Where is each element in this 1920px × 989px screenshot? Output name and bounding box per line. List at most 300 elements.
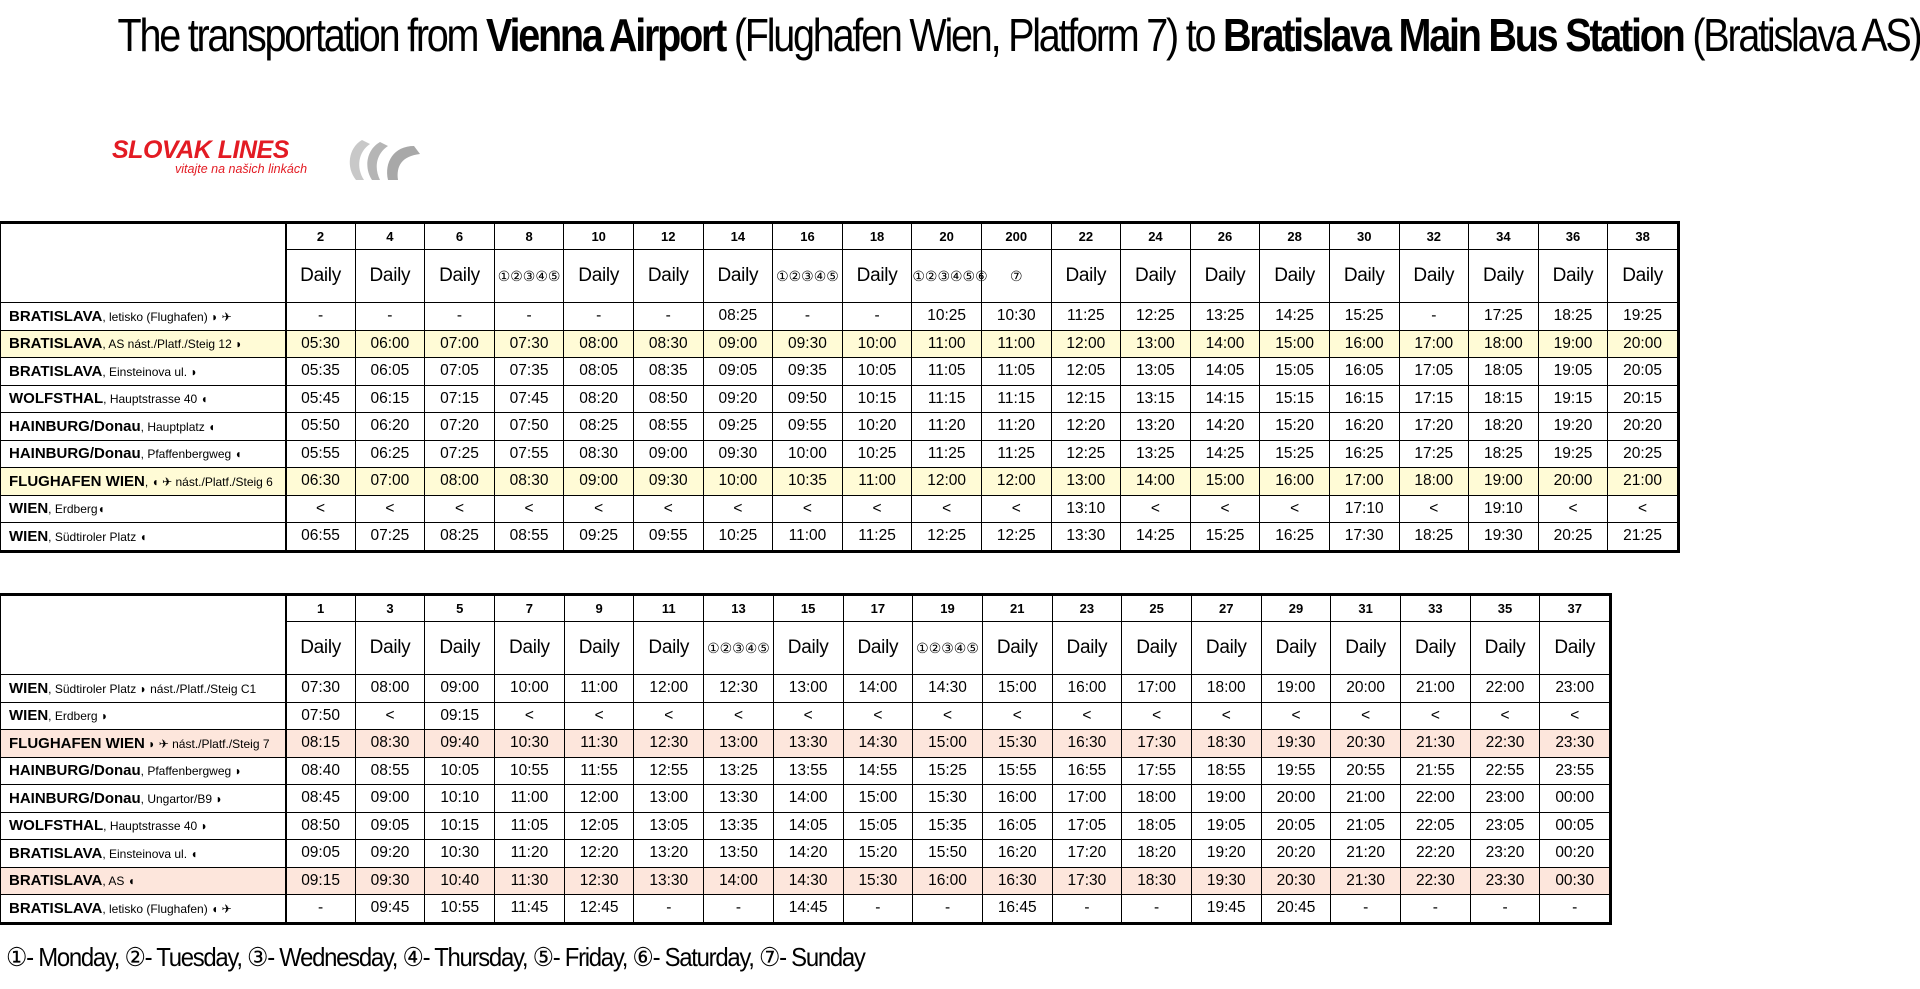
departure-time: 00:30 bbox=[1540, 867, 1610, 895]
operating-days: Daily bbox=[1260, 250, 1330, 303]
departure-time: 12:20 bbox=[564, 840, 634, 868]
departure-time: 19:30 bbox=[1261, 730, 1331, 758]
operating-days: Daily bbox=[1608, 250, 1678, 303]
stop-city: WOLFSTHAL bbox=[9, 817, 104, 835]
stop-name bbox=[1, 867, 286, 895]
departure-time: 09:55 bbox=[633, 523, 703, 551]
stop-city: HAINBURG/Donau bbox=[9, 417, 141, 435]
operating-days: Daily bbox=[1121, 250, 1191, 303]
departure-time: 08:00 bbox=[425, 468, 495, 496]
departure-time: 13:00 bbox=[1051, 468, 1121, 496]
departure-time: 19:05 bbox=[1191, 812, 1261, 840]
departure-time: < bbox=[704, 702, 774, 730]
departure-time: 13:10 bbox=[1051, 495, 1121, 523]
departure-time: 09:05 bbox=[703, 358, 773, 386]
departure-time: 10:55 bbox=[425, 895, 495, 923]
stop-city: BRATISLAVA bbox=[9, 872, 103, 890]
departure-time: < bbox=[842, 495, 912, 523]
departure-time: 11:20 bbox=[981, 413, 1051, 441]
departure-time: - bbox=[286, 303, 356, 331]
stop-name bbox=[1, 385, 286, 413]
departure-time: 11:00 bbox=[981, 330, 1051, 358]
departure-time: 17:00 bbox=[1052, 785, 1122, 813]
departure-time: 21:05 bbox=[1331, 812, 1401, 840]
departure-time: - bbox=[1470, 895, 1540, 923]
departure-time: - bbox=[842, 303, 912, 331]
departure-time: 10:20 bbox=[842, 413, 912, 441]
stop-name bbox=[1, 330, 286, 358]
departure-time: 05:45 bbox=[286, 385, 356, 413]
departure-time: 13:30 bbox=[1051, 523, 1121, 551]
departure-time: 10:15 bbox=[425, 812, 495, 840]
departure-time: 11:20 bbox=[912, 413, 982, 441]
stop-name bbox=[1, 523, 286, 551]
departure-time: 15:20 bbox=[1260, 413, 1330, 441]
departure-time: 20:30 bbox=[1331, 730, 1401, 758]
departure-time: 23:00 bbox=[1540, 675, 1610, 703]
departure-time: 19:10 bbox=[1469, 495, 1539, 523]
connection-number: 36 bbox=[1538, 224, 1608, 250]
departure-time: 14:00 bbox=[843, 675, 913, 703]
departure-time: < bbox=[773, 702, 843, 730]
departure-time: 21:00 bbox=[1331, 785, 1401, 813]
departure-time: 20:05 bbox=[1608, 358, 1678, 386]
departure-time: 17:30 bbox=[1052, 867, 1122, 895]
stop-row bbox=[1, 812, 1610, 840]
departure-time: 14:00 bbox=[773, 785, 843, 813]
title-part-1: The transportation from bbox=[117, 9, 487, 61]
departure-time: 10:05 bbox=[842, 358, 912, 386]
departure-time: 13:20 bbox=[1121, 413, 1191, 441]
stop-row bbox=[1, 523, 1678, 551]
departure-time: 11:25 bbox=[981, 440, 1051, 468]
connection-number: 3 bbox=[355, 596, 425, 622]
departure-time: 12:30 bbox=[564, 867, 634, 895]
connection-number: 6 bbox=[425, 224, 495, 250]
departure-time: < bbox=[981, 495, 1051, 523]
operating-days: ①②③④⑤ bbox=[494, 250, 564, 303]
departure-time: 23:30 bbox=[1470, 867, 1540, 895]
departure-time: 16:00 bbox=[1052, 675, 1122, 703]
departure-time: 19:45 bbox=[1191, 895, 1261, 923]
operating-days: Daily bbox=[425, 250, 495, 303]
departure-time: 15:00 bbox=[982, 675, 1052, 703]
departure-time: 11:00 bbox=[564, 675, 634, 703]
departure-time: < bbox=[286, 495, 356, 523]
departure-time: 08:55 bbox=[494, 523, 564, 551]
stop-detail: , Südtiroler Platz ◗ nást./Platf./Steig C1 bbox=[48, 681, 257, 696]
connection-number: 21 bbox=[982, 596, 1052, 622]
departure-time: 20:00 bbox=[1261, 785, 1331, 813]
stop-city: FLUGHAFEN WIEN bbox=[9, 472, 145, 490]
stop-city: WIEN bbox=[9, 707, 49, 725]
stop-name bbox=[1, 675, 286, 703]
departure-time: < bbox=[494, 495, 564, 523]
operating-days: Daily bbox=[425, 622, 495, 675]
stop-detail: , Hauptstrasse 40 ◗ bbox=[103, 819, 208, 834]
departure-time: - bbox=[634, 895, 704, 923]
departure-time: 18:00 bbox=[1191, 675, 1261, 703]
departure-time: - bbox=[425, 303, 495, 331]
stop-detail: , Hauptplatz ◖ bbox=[140, 419, 216, 434]
departure-time: 07:05 bbox=[425, 358, 495, 386]
departure-time: 09:40 bbox=[425, 730, 495, 758]
departure-time: 21:55 bbox=[1401, 757, 1471, 785]
departure-time: 09:30 bbox=[703, 440, 773, 468]
departure-time: 19:20 bbox=[1538, 413, 1608, 441]
connection-number: 23 bbox=[1052, 596, 1122, 622]
connection-number: 9 bbox=[564, 596, 634, 622]
departure-time: 15:05 bbox=[1260, 358, 1330, 386]
stop-detail: , Pfaffenbergweg ◖ bbox=[140, 447, 242, 462]
departure-time: 22:20 bbox=[1401, 840, 1471, 868]
departure-time: 06:25 bbox=[355, 440, 425, 468]
departure-time: 08:05 bbox=[564, 358, 634, 386]
stop-row bbox=[1, 895, 1610, 923]
departure-time: 10:25 bbox=[703, 523, 773, 551]
departure-time: 05:55 bbox=[286, 440, 356, 468]
stop-row bbox=[1, 468, 1678, 496]
departure-time: 00:05 bbox=[1540, 812, 1610, 840]
departure-time: 10:30 bbox=[981, 303, 1051, 331]
stop-city: BRATISLAVA bbox=[9, 899, 103, 917]
stop-name bbox=[1, 812, 286, 840]
departure-time: 19:05 bbox=[1538, 358, 1608, 386]
departure-time: 21:20 bbox=[1331, 840, 1401, 868]
departure-time: 15:25 bbox=[1260, 440, 1330, 468]
departure-time: 06:20 bbox=[355, 413, 425, 441]
departure-time: 11:00 bbox=[842, 468, 912, 496]
departure-time: < bbox=[495, 702, 565, 730]
departure-time: 23:00 bbox=[1470, 785, 1540, 813]
departure-time: 13:50 bbox=[704, 840, 774, 868]
departure-time: < bbox=[1470, 702, 1540, 730]
departure-time: 10:35 bbox=[773, 468, 843, 496]
departure-time: 14:30 bbox=[773, 867, 843, 895]
operating-days: Daily bbox=[564, 622, 634, 675]
departure-time: 07:55 bbox=[494, 440, 564, 468]
departure-time: 11:00 bbox=[495, 785, 565, 813]
stop-city: FLUGHAFEN WIEN bbox=[9, 734, 145, 752]
departure-time: 19:55 bbox=[1261, 757, 1331, 785]
connection-number: 12 bbox=[633, 224, 703, 250]
connection-number: 37 bbox=[1540, 596, 1610, 622]
stop-row bbox=[1, 330, 1678, 358]
stop-name bbox=[1, 702, 286, 730]
connection-number: 30 bbox=[1329, 224, 1399, 250]
operating-days: Daily bbox=[842, 250, 912, 303]
departure-time: 17:00 bbox=[1399, 330, 1469, 358]
departure-time: 08:55 bbox=[355, 757, 425, 785]
departure-time: 11:45 bbox=[495, 895, 565, 923]
departure-time: 15:25 bbox=[1329, 303, 1399, 331]
departure-time: 10:05 bbox=[425, 757, 495, 785]
stop-detail: , Südtiroler Platz ◖ bbox=[48, 529, 147, 544]
departure-time: 14:00 bbox=[1121, 468, 1191, 496]
operating-days: Daily bbox=[1261, 622, 1331, 675]
stop-city: WIEN bbox=[9, 527, 49, 545]
departure-time: 17:15 bbox=[1399, 385, 1469, 413]
departure-time: 18:30 bbox=[1191, 730, 1261, 758]
stop-detail: , AS ◖ bbox=[102, 874, 135, 889]
departure-time: 21:30 bbox=[1401, 730, 1471, 758]
logo-name: SLOVAK LINES bbox=[112, 136, 289, 164]
departure-time: 22:30 bbox=[1470, 730, 1540, 758]
departure-time: 22:30 bbox=[1401, 867, 1471, 895]
departure-time: 18:00 bbox=[1469, 330, 1539, 358]
departure-time: 18:00 bbox=[1122, 785, 1192, 813]
stop-city: WIEN bbox=[9, 679, 49, 697]
departure-time: 10:30 bbox=[425, 840, 495, 868]
departure-time: 09:35 bbox=[773, 358, 843, 386]
stop-name bbox=[1, 495, 286, 523]
operating-days: Daily bbox=[1051, 250, 1121, 303]
departure-time: 08:15 bbox=[286, 730, 356, 758]
departure-time: 08:25 bbox=[564, 413, 634, 441]
departure-time: 09:25 bbox=[564, 523, 634, 551]
departure-time: < bbox=[982, 702, 1052, 730]
departure-time: 15:15 bbox=[1260, 385, 1330, 413]
operating-days: Daily bbox=[1469, 250, 1539, 303]
connection-number: 18 bbox=[842, 224, 912, 250]
departure-time: 20:00 bbox=[1608, 330, 1678, 358]
departure-time: < bbox=[843, 702, 913, 730]
departure-time: 16:00 bbox=[982, 785, 1052, 813]
departure-time: 11:25 bbox=[1051, 303, 1121, 331]
departure-time: 13:30 bbox=[634, 867, 704, 895]
departure-time: 15:35 bbox=[913, 812, 983, 840]
operating-days: Daily bbox=[1190, 250, 1260, 303]
stop-name bbox=[1, 303, 286, 331]
departure-time: 17:00 bbox=[1122, 675, 1192, 703]
departure-time: 09:00 bbox=[425, 675, 495, 703]
stop-city: WOLFSTHAL bbox=[9, 390, 104, 408]
departure-time: 15:05 bbox=[843, 812, 913, 840]
operating-days: Daily bbox=[1331, 622, 1401, 675]
stop-detail: , Pfaffenbergweg ◗ bbox=[140, 764, 242, 779]
slovak-lines-logo bbox=[112, 136, 432, 184]
departure-time: 06:30 bbox=[286, 468, 356, 496]
departure-time: - bbox=[1401, 895, 1471, 923]
departure-time: 10:55 bbox=[495, 757, 565, 785]
operating-days: Daily bbox=[1401, 622, 1471, 675]
departure-time: 17:20 bbox=[1052, 840, 1122, 868]
connection-number: 1 bbox=[286, 596, 356, 622]
stop-city: BRATISLAVA bbox=[9, 335, 103, 353]
departure-time: 05:50 bbox=[286, 413, 356, 441]
departure-time: < bbox=[355, 702, 425, 730]
departure-time: 11:25 bbox=[912, 440, 982, 468]
operating-days: Daily bbox=[564, 250, 634, 303]
departure-time: 08:00 bbox=[355, 675, 425, 703]
departure-time: 00:20 bbox=[1540, 840, 1610, 868]
departure-time: < bbox=[564, 702, 634, 730]
departure-time: 14:25 bbox=[1260, 303, 1330, 331]
stop-city: HAINBURG/Donau bbox=[9, 762, 141, 780]
connection-number: 38 bbox=[1608, 224, 1678, 250]
connection-number: 28 bbox=[1260, 224, 1330, 250]
stop-city: BRATISLAVA bbox=[9, 362, 103, 380]
table-corner bbox=[1, 596, 286, 675]
departure-time: 12:15 bbox=[1051, 385, 1121, 413]
departure-time: 16:25 bbox=[1329, 440, 1399, 468]
departure-time: 14:20 bbox=[773, 840, 843, 868]
connection-number: 22 bbox=[1051, 224, 1121, 250]
departure-time: 08:20 bbox=[564, 385, 634, 413]
stop-row bbox=[1, 840, 1610, 868]
connection-number: 19 bbox=[913, 596, 983, 622]
departure-time: 08:55 bbox=[633, 413, 703, 441]
departure-time: 13:00 bbox=[1121, 330, 1191, 358]
departure-time: 09:55 bbox=[773, 413, 843, 441]
departure-time: < bbox=[1260, 495, 1330, 523]
departure-time: 11:30 bbox=[495, 867, 565, 895]
departure-time: 09:20 bbox=[355, 840, 425, 868]
departure-time: 10:00 bbox=[495, 675, 565, 703]
departure-time: < bbox=[1052, 702, 1122, 730]
departure-time: - bbox=[913, 895, 983, 923]
departure-time: 07:30 bbox=[494, 330, 564, 358]
departure-time: 09:30 bbox=[633, 468, 703, 496]
departure-time: 08:00 bbox=[564, 330, 634, 358]
departure-time: 13:25 bbox=[1121, 440, 1191, 468]
departure-time: 14:30 bbox=[843, 730, 913, 758]
departure-time: 08:50 bbox=[633, 385, 703, 413]
connection-number: 8 bbox=[494, 224, 564, 250]
departure-time: 11:15 bbox=[912, 385, 982, 413]
departure-time: 20:00 bbox=[1331, 675, 1401, 703]
departure-time: 17:25 bbox=[1399, 440, 1469, 468]
connection-number: 5 bbox=[425, 596, 495, 622]
stop-name bbox=[1, 840, 286, 868]
connection-number: 200 bbox=[981, 224, 1051, 250]
departure-time: - bbox=[286, 895, 356, 923]
timetable-bratislava-to-vienna bbox=[0, 223, 1678, 551]
connection-number: 15 bbox=[773, 596, 843, 622]
departure-time: 13:25 bbox=[704, 757, 774, 785]
departure-time: 17:10 bbox=[1329, 495, 1399, 523]
departure-time: 20:05 bbox=[1261, 812, 1331, 840]
departure-time: < bbox=[1399, 495, 1469, 523]
departure-time: 14:05 bbox=[773, 812, 843, 840]
departure-time: 07:25 bbox=[355, 523, 425, 551]
departure-time: 12:20 bbox=[1051, 413, 1121, 441]
departure-time: 13:30 bbox=[704, 785, 774, 813]
departure-time: - bbox=[1052, 895, 1122, 923]
operating-days: ①②③④⑤ bbox=[773, 250, 843, 303]
operating-days: Daily bbox=[982, 622, 1052, 675]
departure-time: 23:30 bbox=[1540, 730, 1610, 758]
departure-time: 18:20 bbox=[1122, 840, 1192, 868]
departure-time: < bbox=[1608, 495, 1678, 523]
departure-time: 13:00 bbox=[704, 730, 774, 758]
connection-number: 20 bbox=[912, 224, 982, 250]
operating-days: ①②③④⑤⑥ bbox=[912, 250, 982, 303]
stop-detail: , Ungartor/B9 ◗ bbox=[140, 791, 223, 806]
departure-time: - bbox=[843, 895, 913, 923]
departure-time: < bbox=[1261, 702, 1331, 730]
departure-time: < bbox=[1540, 702, 1610, 730]
departure-time: < bbox=[564, 495, 634, 523]
departure-time: 08:30 bbox=[355, 730, 425, 758]
departure-time: 06:15 bbox=[355, 385, 425, 413]
departure-time: 14:25 bbox=[1190, 440, 1260, 468]
departure-time: 09:50 bbox=[773, 385, 843, 413]
departure-time: - bbox=[494, 303, 564, 331]
departure-time: 18:25 bbox=[1469, 440, 1539, 468]
departure-time: 15:00 bbox=[1260, 330, 1330, 358]
stop-row bbox=[1, 385, 1678, 413]
departure-time: 15:25 bbox=[1190, 523, 1260, 551]
departure-time: 16:55 bbox=[1052, 757, 1122, 785]
departure-time: < bbox=[1191, 702, 1261, 730]
departure-time: 15:00 bbox=[913, 730, 983, 758]
departure-time: < bbox=[634, 702, 704, 730]
departure-time: 08:30 bbox=[494, 468, 564, 496]
departure-time: 14:30 bbox=[913, 675, 983, 703]
connection-number: 34 bbox=[1469, 224, 1539, 250]
departure-time: 19:25 bbox=[1538, 440, 1608, 468]
stop-detail: , letisko (Flughafen) ◗ ✈ bbox=[102, 309, 232, 324]
departure-time: 12:30 bbox=[634, 730, 704, 758]
departure-time: 07:00 bbox=[425, 330, 495, 358]
title-origin: Vienna Airport bbox=[486, 9, 726, 61]
connection-number: 2 bbox=[286, 224, 356, 250]
departure-time: 13:35 bbox=[704, 812, 774, 840]
departure-time: 12:05 bbox=[564, 812, 634, 840]
title-part-2: (Flughafen Wien, Platform 7) to bbox=[725, 9, 1223, 61]
departure-time: < bbox=[773, 495, 843, 523]
departure-time: 10:30 bbox=[495, 730, 565, 758]
departure-time: 15:50 bbox=[913, 840, 983, 868]
stop-row bbox=[1, 867, 1610, 895]
departure-time: 09:30 bbox=[773, 330, 843, 358]
departure-time: 21:25 bbox=[1608, 523, 1678, 551]
departure-time: 22:55 bbox=[1470, 757, 1540, 785]
departure-time: 05:35 bbox=[286, 358, 356, 386]
departure-time: 17:05 bbox=[1052, 812, 1122, 840]
departure-time: 09:45 bbox=[355, 895, 425, 923]
departure-time: - bbox=[704, 895, 774, 923]
connection-number: 24 bbox=[1121, 224, 1191, 250]
departure-time: 23:20 bbox=[1470, 840, 1540, 868]
departure-time: 16:00 bbox=[1260, 468, 1330, 496]
departure-time: 11:25 bbox=[842, 523, 912, 551]
departure-time: 12:00 bbox=[564, 785, 634, 813]
departure-time: 20:20 bbox=[1261, 840, 1331, 868]
departure-time: - bbox=[355, 303, 425, 331]
departure-time: 12:30 bbox=[704, 675, 774, 703]
departure-time: 13:00 bbox=[634, 785, 704, 813]
connection-number: 27 bbox=[1191, 596, 1261, 622]
departure-time: 12:25 bbox=[981, 523, 1051, 551]
departure-time: 19:00 bbox=[1261, 675, 1331, 703]
departure-time: 18:30 bbox=[1122, 867, 1192, 895]
departure-time: 09:05 bbox=[355, 812, 425, 840]
departure-time: 12:25 bbox=[1121, 303, 1191, 331]
departure-time: 06:05 bbox=[355, 358, 425, 386]
departure-time: 08:50 bbox=[286, 812, 356, 840]
departure-time: 16:30 bbox=[1052, 730, 1122, 758]
operating-days: Daily bbox=[355, 622, 425, 675]
stop-row bbox=[1, 675, 1610, 703]
departure-time: - bbox=[633, 303, 703, 331]
departure-time: - bbox=[564, 303, 634, 331]
departure-time: 07:15 bbox=[425, 385, 495, 413]
departure-time: 20:00 bbox=[1538, 468, 1608, 496]
departure-time: 13:25 bbox=[1190, 303, 1260, 331]
operating-days: Daily bbox=[1191, 622, 1261, 675]
